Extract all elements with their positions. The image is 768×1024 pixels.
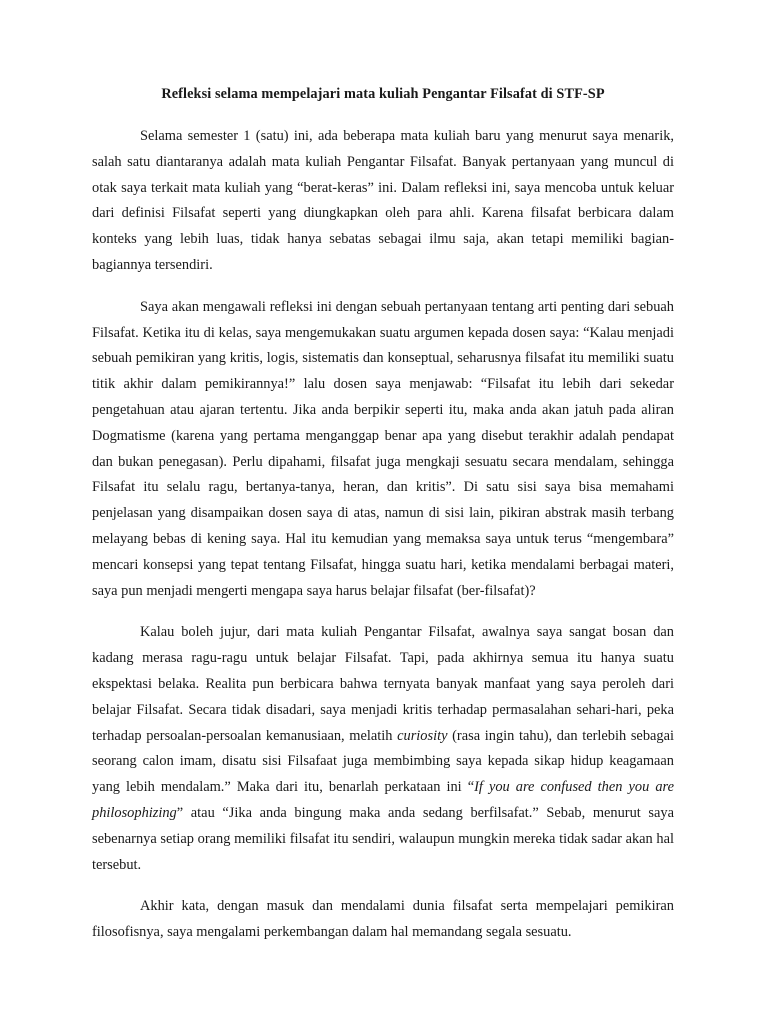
paragraph-text: ” atau “Jika anda bingung maka anda sedang berfilsafat.” Sebab, menurut saya sebenarnya setiap orang memiliki filsafat itu sendiri, walaupun mungkin mereka tidak sadar akan hal tersebut.: [92, 804, 674, 873]
italic-term-curiosity: curiosity: [397, 727, 448, 744]
paragraph-text: Selama semester 1 (satu) ini, ada beberapa mata kuliah baru yang menurut saya menarik, salah satu diantaranya adalah mata kuliah Pengantar Filsafat. Banyak pertanyaan yang muncul di otak saya terkait mata kuliah yang “berat-keras” ini. Dalam refleksi ini, saya mencoba untuk keluar dari definisi Filsafat seperti yang diungkapkan oleh para ahli. Karena filsafat berbicara dalam konteks yang lebih luas, tidak hanya sebatas sebagai ilmu saja, akan tetapi memiliki bagian-bagiannya tersendiri.: [92, 128, 674, 273]
paragraph-2: [92, 295, 674, 605]
paragraph-1: [92, 124, 674, 279]
paragraph-text: Akhir kata, dengan masuk dan mendalami dunia filsafat serta mempelajari pemikiran filosofisnya, saya mengalami perkembangan dalam hal memandang segala sesuatu.: [92, 898, 674, 941]
paragraph-3: [92, 620, 674, 878]
paragraph-text: Kalau boleh jujur, dari mata kuliah Pengantar Filsafat, awalnya saya sangat bosan dan kadang merasa ragu-ragu untuk belajar Filsafat. Tapi, pada akhirnya semua itu hanya suatu ekspektasi belaka. Realita pun berbicara bahwa ternyata banyak manfaat yang saya peroleh dari belajar Filsafat. Secara tidak disadari, saya menjadi kritis terhadap permasalahan sehari-hari, peka terhadap persoalan-persoalan kemanusiaan, melatih: [92, 624, 674, 744]
italic-quote: If you are confused then you are philosophizing: [92, 779, 674, 821]
paragraph-text: (rasa ingin tahu), dan terlebih sebagai seorang calon imam, disatu sisi Filsafaat juga membimbing saya kepada sikap hidup keagamaan yang lebih mendalam.” Maka dari itu, benarlah perkataan ini “: [92, 727, 674, 796]
paragraph-4: [92, 894, 674, 946]
document-page: [92, 84, 674, 962]
document-title: Refleksi selama mempelajari mata kuliah Pengantar Filsafat di STF-SP: [161, 86, 605, 102]
paragraph-text: Saya akan mengawali refleksi ini dengan sebuah pertanyaan tentang arti penting dari sebuah Filsafat. Ketika itu di kelas, saya mengemukakan suatu argumen kepada dosen saya: “Kalau menjadi sebuah pemikiran yang kritis, logis, sistematis dan konseptual, seharusnya filsafat itu memiliki suatu titik akhir dalam pemikirannya!” lalu dosen saya menjawab: “Filsafat itu lebih dari sekedar pengetahuan atau ajaran tertentu. Jika anda berpikir seperti itu, maka anda akan jatuh pada aliran Dogmatisme (karena yang pertama menganggap benar apa yang disebut terakhir adalah pendapat dan bukan penegasan). Perlu dipahami, filsafat juga mengkaji sesuatu secara mendalam, sehingga Filsafat itu selalu ragu, bertanya-tanya, heran, dan kritis”. Di satu sisi saya bisa memahami penjelasan yang disampaikan dosen saya di atas, namun di sisi lain, pikiran abstrak masih terbang melayang bebas di kening saya. Hal itu kemudian yang memaksa saya untuk terus “mengembara” mencari konsepsi yang tepat tentang Filsafat, hingga suatu hari, ketika mendalami berbagai materi, saya pun menjadi mengerti mengapa saya harus belajar filsafat (ber-filsafat)?: [92, 298, 674, 599]
